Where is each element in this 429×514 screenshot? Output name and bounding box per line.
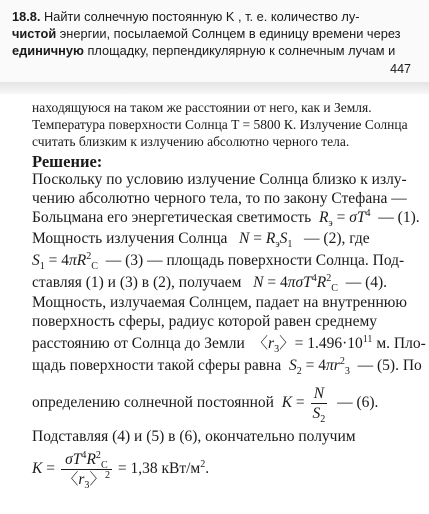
solution-line-3: Больцмана его энергетическая светимость $R_э = \sigma T^4$ — (1). xyxy=(32,207,420,230)
solution-line-6: ставляя (1) и (3) в (2), получаем $N = 4\pi\sigma T^4R^2_C$ — (4). xyxy=(32,272,388,295)
solution-heading: Решение: xyxy=(32,152,103,171)
page-number: 447 xyxy=(390,62,411,76)
formula-solar-constant: K = $\frac{N}{S_2}$ xyxy=(281,385,326,426)
solution-line-12: Подставляя (4) и (5) в (6), окончательно получим xyxy=(32,428,356,445)
formula-power-total: $N = 4\pi\sigma T^4R^2_C$ xyxy=(253,272,338,295)
formula-power: $N = R_эS_1$ xyxy=(239,230,293,251)
solution-line-5: $S_1 = 4\pi R^2_C$ — (3) — площадь поверхности Солнца. Под- xyxy=(32,250,405,273)
solution-line-4: Мощность излучения Солнца $N = R_эS_1$ — (2), где xyxy=(32,230,370,251)
formula-final: K = $\frac{\sigma T^4R^2_C}{〈r_3〉^2}$ xyxy=(32,449,110,492)
solution-line-2: чению абсолютно черного тела, то по закону Стефана — xyxy=(32,190,407,207)
problem-line-1: 18.8. Найти солнечную постоянную K , т. е. количество лу- xyxy=(12,9,360,24)
problem-line-6: считать близким к излучению абсолютно черного тела. xyxy=(32,134,350,149)
solution-line-11: определению солнечной постоянной K = $\frac{N}{S_2}$ — (6). xyxy=(32,385,379,426)
final-formula: K = $\frac{\sigma T^4R^2_C}{〈r_3〉^2}$ = 1,38 кВт/$м^2$. xyxy=(32,449,210,492)
page-break xyxy=(0,82,429,94)
solution-line-7: Мощность, излучаемая Солнцем, падает на внутреннюю xyxy=(32,294,407,311)
formula-stefan-boltzmann: $R_э = \sigma T^4$ xyxy=(318,207,371,230)
formula-distance: 〈$r_3$〉= $1.496\cdot 10^{11}$ xyxy=(248,333,373,356)
previous-page-fragment xyxy=(0,0,429,83)
formula-sphere-area: $S_2 = 4\pi r^2_3$ xyxy=(288,355,350,378)
solution-line-8: поверхность сферы, радиус которой равен среднему xyxy=(32,313,378,330)
solution-page xyxy=(0,94,429,514)
problem-number: 18.8. xyxy=(12,9,41,24)
solution-line-9: расстоянию от Солнца до Земли 〈$r_3$〉= $1.496\cdot 10^{11}$ м. Пло- xyxy=(32,333,426,356)
problem-line-3: единичную площадку, перпендикулярную к солнечным лучам и xyxy=(12,43,396,58)
formula-sun-area: $S_1 = 4\pi R^2_C$ xyxy=(32,250,99,273)
problem-line-5: Температура поверхности Солнца T = 5800 К. Излучение Солнца xyxy=(32,117,408,132)
problem-line-4: находящуюся на таком же расстоянии от него, как и Земля. xyxy=(32,100,372,115)
solution-line-1: Поскольку по условию излучение Солнца близко к излу- xyxy=(32,171,407,188)
solution-line-10: щадь поверхности такой сферы равна $S_2 = 4\pi r^2_3$ — (5). По xyxy=(32,355,422,378)
problem-line-2: чистой энергии, посылаемой Солнцем в единицу времени через xyxy=(12,26,401,41)
